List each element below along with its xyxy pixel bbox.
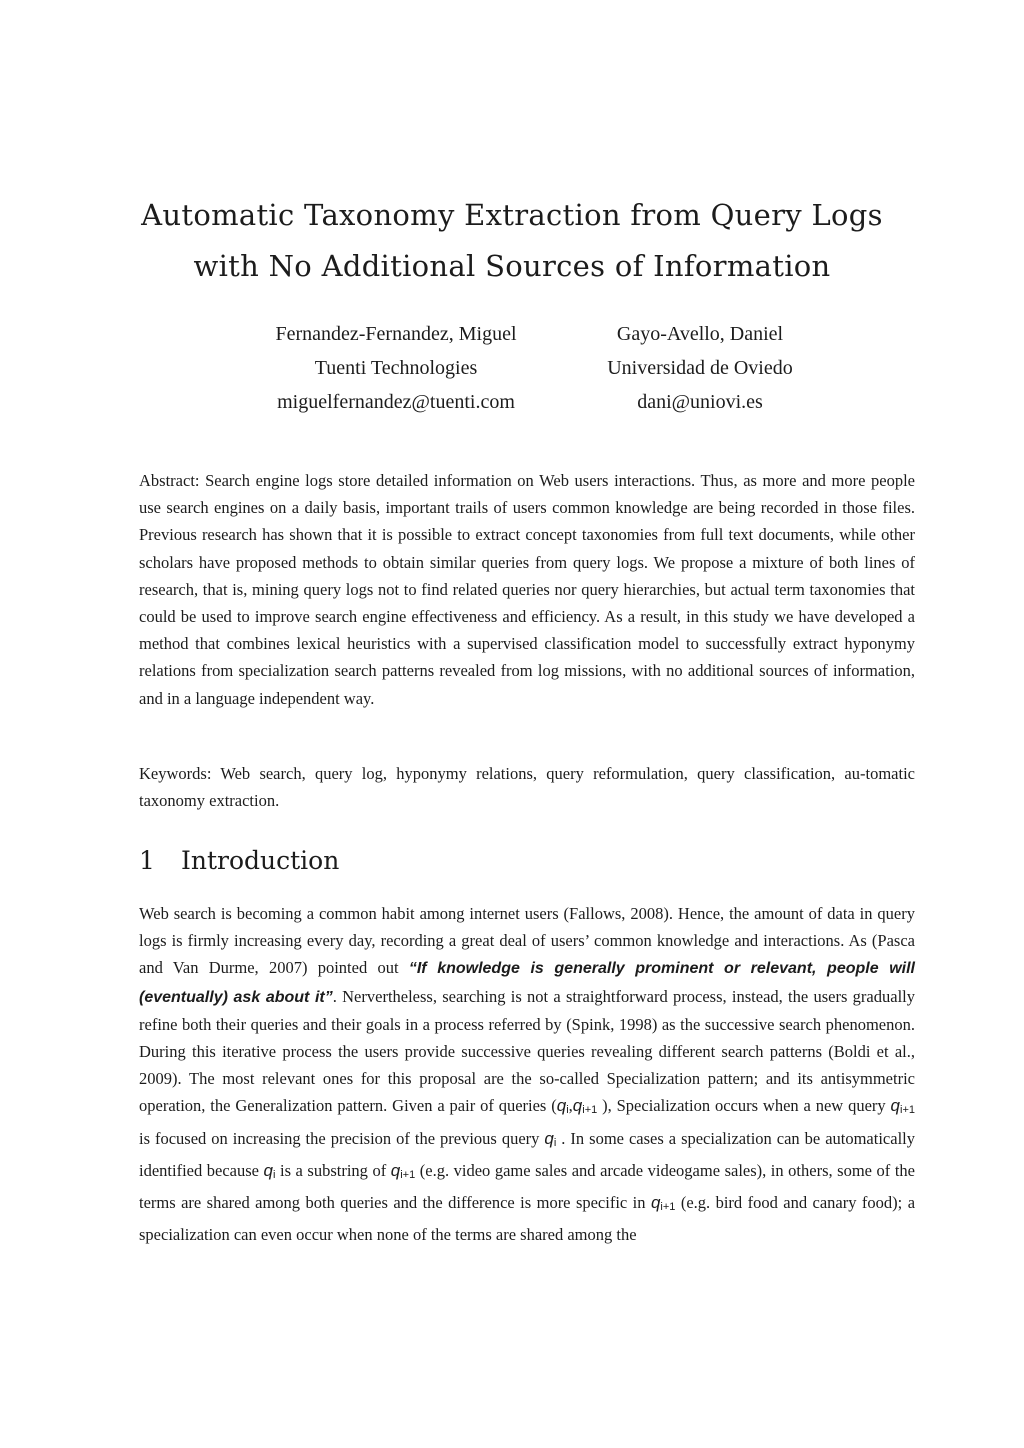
query-variable: $q_i$ xyxy=(544,1128,557,1149)
author-name: Fernandez-Fernandez, Miguel xyxy=(275,323,517,345)
query-variable: $q_{i+1}$ xyxy=(650,1193,676,1214)
query-variable: $q_{i+1}$ xyxy=(572,1096,598,1117)
intro-text-7: (e.g. video game sales and arcade videogame sales), in others, some of the terms are shared among both queries and the difference is more specific in xyxy=(139,1160,915,1213)
intro-text-4: is focused on increasing the precision of the previous query xyxy=(139,1128,545,1148)
intro-text-3: ), Specialization occurs when a new query xyxy=(597,1096,891,1116)
author-name: Gayo-Avello, Daniel xyxy=(616,323,784,345)
paper-title-line-1: Automatic Taxonomy Extraction from Query Logs xyxy=(141,198,883,232)
intro-text-8: (e.g. bird food and canary food); a specialization can even occur when none of the terms are shared among the xyxy=(139,1193,916,1245)
query-variable: $q_{i+1}$ xyxy=(390,1160,416,1181)
query-variable: $q_{i+1}$ xyxy=(890,1096,916,1117)
keywords: Keywords: Web search, query log, hyponymy relations, query reformulation, query classification, au-tomatic taxonomy extraction. xyxy=(139,764,915,811)
intro-quote: “If knowledge is generally prominent or relevant, people will (eventually) ask about it” xyxy=(139,960,915,1006)
section-heading xyxy=(139,846,339,875)
author-affiliation: Universidad de Oviedo xyxy=(607,357,793,379)
paper-title-line-2: with No Additional Sources of Information xyxy=(193,249,831,283)
abstract: Abstract: Search engine logs store detailed information on Web users interactions. Thus, as more and more people use search engines on a daily basis, important trails of users common knowledge are being recorded in those files. Previous research has shown that it is possible to extract concept taxonomies from full text documents, while other scholars have proposed methods to obtain similar queries from query logs. We propose a mixture of both lines of research, that is, mining query logs not to find related queries nor query hierarchies, but actual term taxonomies that could be used to improve search engine effectiveness and efficiency. As a result, in this study we have developed a method that combines lexical heuristics with a supervised classification model to successfully extract hyponymy relations from specialization search patterns revealed from log missions, with no additional sources of information, and in a language independent way. xyxy=(139,471,915,708)
author-affiliation: Tuenti Technologies xyxy=(314,357,478,379)
author-email: dani@uniovi.es xyxy=(637,391,763,413)
intro-text-2: . Nervertheless, searching is not a straightforward process, instead, the users gradually refine both their queries and their goals in a process referred by (Spink, 1998) as the successive search phenomenon. During this iterative process the users provide successive queries revealing different search patterns (Boldi et al., 2009). The most relevant ones for this proposal are the so-called Specialization pattern; and its antisymmetric operation, the Generalization pattern. Given a pair of queries ( xyxy=(139,986,915,1116)
section-number: 1 xyxy=(139,846,155,875)
intro-text-6: is a substring of xyxy=(275,1160,391,1180)
query-variable: $q_i$ xyxy=(556,1096,569,1117)
author-email: miguelfernandez@tuenti.com xyxy=(277,391,515,413)
introduction-paragraph: Web search is becoming a common habit among internet users (Fallows, 2008). Hence, the amount of data in query logs is firmly increasing every day, recording a great deal of users’ common knowledge and interactions. As (Pasca and Van Durme, 2007) pointed out “If knowledge is generally prominent or relevant, people will (eventually) ask about it”. Nervertheless, searching is not a straightforward process, instead, the users gradually refine both their queries and their goals in a process referred by (Spink, 1998) as the successive search phenomenon. During this iterative process the users provide successive queries revealing different search patterns (Boldi et al., 2009). The most relevant ones for this proposal are the so-called Specialization pattern; and its antisymmetric operation, the Generalization pattern. Given a pair of queries ($q_i,q_{i+1}$ ), Specialization occurs when a new query $q_{i+1}$ is focused on increasing the precision of the previous query $q_i$ . In some cases a specialization can be automatically identified because $q_i$ is a substring of $q_{i+1}$ (e.g. video game sales and arcade videogame sales), in others, some of the terms are shared among both queries and the difference is more specific in $q_{i+1}$ (e.g. bird food and canary food); a specialization can even occur when none of the terms are shared among the xyxy=(139,904,916,1245)
intro-text-1: Web search is becoming a common habit among internet users (Fallows, 2008). Hence, the amount of data in query logs is firmly increasing every day, recording a great deal of users’ common knowledge and interactions. As (Pasca and Van Durme, 2007) pointed out xyxy=(139,904,915,978)
section-title: Introduction xyxy=(181,846,340,875)
query-variable: $q_i$ xyxy=(263,1160,276,1181)
author-block-1 xyxy=(246,317,546,419)
author-block-2 xyxy=(560,317,840,419)
intro-text-5: . In some cases a specialization can be automatically identified because xyxy=(139,1128,915,1180)
